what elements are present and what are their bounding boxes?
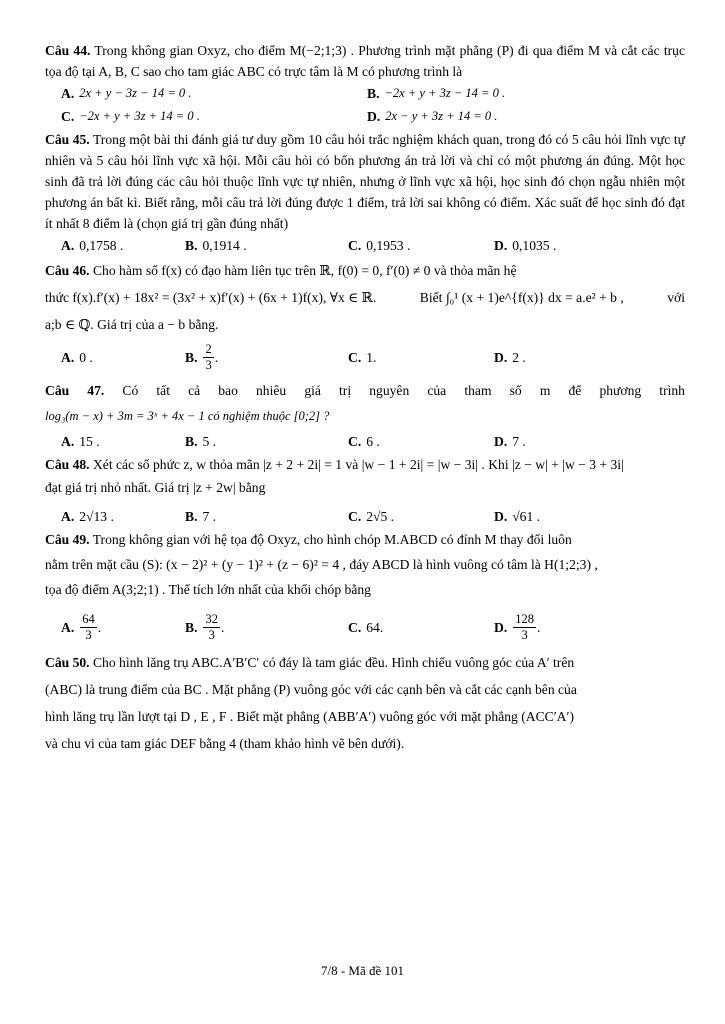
fraction: $\frac{128}{3}$ [515, 611, 534, 642]
question-46-integral: Biết ∫₀¹ (x + 1)e^{f(x)} dx = a.e² + b , [419, 290, 624, 305]
question-45-options [45, 235, 685, 256]
question-50 [45, 652, 685, 673]
question-44-options-row2 [45, 106, 685, 127]
option-b: B. $\frac{32}{3}$ . [185, 611, 225, 642]
question-48-line2: đạt giá trị nhỏ nhất. Giá trị |z + 2w| bằng [45, 480, 266, 495]
option-b: B. 7 . [185, 509, 217, 524]
question-45 [45, 129, 685, 234]
question-49 [45, 529, 685, 550]
option-d: D. $\frac{128}{3}$ . [494, 611, 541, 642]
question-44-label: Câu 44. [45, 43, 91, 58]
question-50-line4: và chu vi của tam giác DEF bằng 4 (tham khảo hình vẽ bên dưới). [45, 736, 405, 751]
question-46-line3: a;b ∈ ℚ. Giá trị của a − b bằng. [45, 317, 219, 332]
question-50-line3: hình lăng trụ lần lượt tại D , E , F . Biết mặt phẳng (ABB′A′) vuông góc với mặt phẳng (ACC′A′) [45, 709, 574, 724]
question-46-label: Câu 46. [45, 263, 90, 278]
option-d: D. 0,1035 . [494, 238, 557, 253]
question-47-options [45, 431, 685, 452]
question-46-line2 [45, 287, 685, 308]
question-46-line1: Cho hàm số f(x) có đạo hàm liên tục trên ℝ, f(0) = 0, f′(0) ≠ 0 và thỏa mãn hệ [92, 263, 517, 278]
question-47-line1: Có tất cả bao nhiêu giá trị nguyên của tham số m để phương trình [122, 383, 685, 398]
option-c: C. 64. [348, 619, 384, 635]
option-d: D. 7 . [494, 434, 526, 449]
option-d: D. √61 . [494, 509, 541, 524]
question-48-options [45, 506, 685, 527]
question-45-text: Trong một bài thi đánh giá tư duy gồm 10 câu hỏi trắc nghiệm khách quan, trong đó có 5 câu hỏi lĩnh vực tự nhiên và 5 câu hỏi lĩnh vực xã hội. Mỗi câu hỏi có bốn phương án trả lời và chỉ có một phương án đúng. Một học sinh đã trả lời đúng các câu hỏi thuộc lĩnh vực tự nhiên, nhưng ở lĩnh vực xã hội, học sinh đó chọn ngẫu nhiên một phương án bất kì. Biết rằng, mỗi câu trả lời đúng được 1 điểm, trả lời sai không có điểm. Xác suất để học sinh đó đạt ít nhất 8 điểm là (chọn giá trị gần đúng nhất) [45, 132, 685, 231]
question-47-line2: log₃(m − x) + 3m = 3ˣ + 4x − 1 có nghiệm thuộc [0;2] ? [45, 409, 330, 423]
option-a: A. 2x + y − 3z − 14 = 0 . [61, 86, 192, 101]
question-47 [45, 380, 685, 401]
option-b: B. $\frac{2}{3}$ . [185, 341, 219, 372]
question-44-options-row1 [45, 83, 685, 104]
option-c: C. −2x + y + 3z + 14 = 0 . [61, 109, 200, 124]
option-c: C. 0,1953 . [348, 238, 411, 253]
option-c: C. 6 . [348, 434, 380, 449]
question-45-label: Câu 45. [45, 132, 90, 147]
question-49-label: Câu 49. [45, 532, 90, 547]
question-49-options [45, 606, 685, 648]
option-a: A. 0 . [61, 349, 93, 365]
question-46-equation: thức f(x).f′(x) + 18x² = (3x² + x)f′(x) + (6x + 1)f(x), ∀x ∈ ℝ. [45, 290, 377, 305]
question-49-line2: nằm trên mặt cầu (S): (x − 2)² + (y − 1)² + (z − 6)² = 4 , đáy ABCD là hình vuông có tâm là H(1;2;3) , [45, 557, 598, 572]
option-d: D. 2 . [494, 349, 526, 365]
question-49-line1: Trong không gian với hệ tọa độ Oxyz, cho hình chóp M.ABCD có đỉnh M thay đổi luôn [92, 532, 572, 547]
question-50-line1: Cho hình lăng trụ ABC.A′B′C′ có đáy là tam giác đều. Hình chiếu vuông góc của A′ trên [92, 655, 575, 670]
option-a: A. 2√13 . [61, 509, 114, 524]
question-46-with: với [667, 290, 685, 305]
option-a: A. 0,1758 . [61, 238, 124, 253]
page-footer: 7/8 - Mã đề 101 [320, 963, 405, 978]
question-44-text: Trong không gian Oxyz, cho điểm M(−2;1;3) . Phương trình mặt phẳng (P) đi qua điểm M và cắt các trục tọa độ tại A, B, C sao cho tam giác ABC có trực tâm là M có phương trình là [45, 43, 685, 79]
fraction: $\frac{32}{3}$ [205, 611, 218, 642]
fraction: $\frac{64}{3}$ [82, 611, 95, 642]
question-44 [45, 40, 685, 82]
exam-page [45, 40, 685, 754]
question-48 [45, 454, 685, 475]
option-a: A. 15 . [61, 434, 100, 449]
question-47-label: Câu 47. [45, 383, 105, 398]
question-48-label: Câu 48. [45, 457, 90, 472]
option-c: C. 2√5 . [348, 509, 395, 524]
question-49-line3: tọa độ điểm A(3;2;1) . Thể tích lớn nhất của khối chóp bằng [45, 582, 371, 597]
option-b: B. 0,1914 . [185, 238, 247, 253]
question-50-label: Câu 50. [45, 655, 90, 670]
option-a: A. $\frac{64}{3}$ . [61, 611, 102, 642]
option-b: B. −2x + y + 3z − 14 = 0 . [367, 86, 506, 101]
option-b: B. 5 . [185, 434, 217, 449]
question-50-line2: (ABC) là trung điểm của BC . Mặt phẳng (P) vuông góc với các cạnh bên và cắt các cạnh bên của [45, 682, 577, 697]
fraction: $\frac{2}{3}$ [205, 341, 212, 372]
question-46-options [45, 336, 685, 378]
question-46 [45, 260, 685, 281]
option-c: C. 1. [348, 349, 377, 365]
option-d: D. 2x − y + 3z + 14 = 0 . [367, 109, 498, 124]
question-48-line1: Xét các số phức z, w thỏa mãn |z + 2 + 2i| = 1 và |w − 1 + 2i| = |w − 3i| . Khi |z − w| + |w − 3 + 3i| [92, 457, 624, 472]
